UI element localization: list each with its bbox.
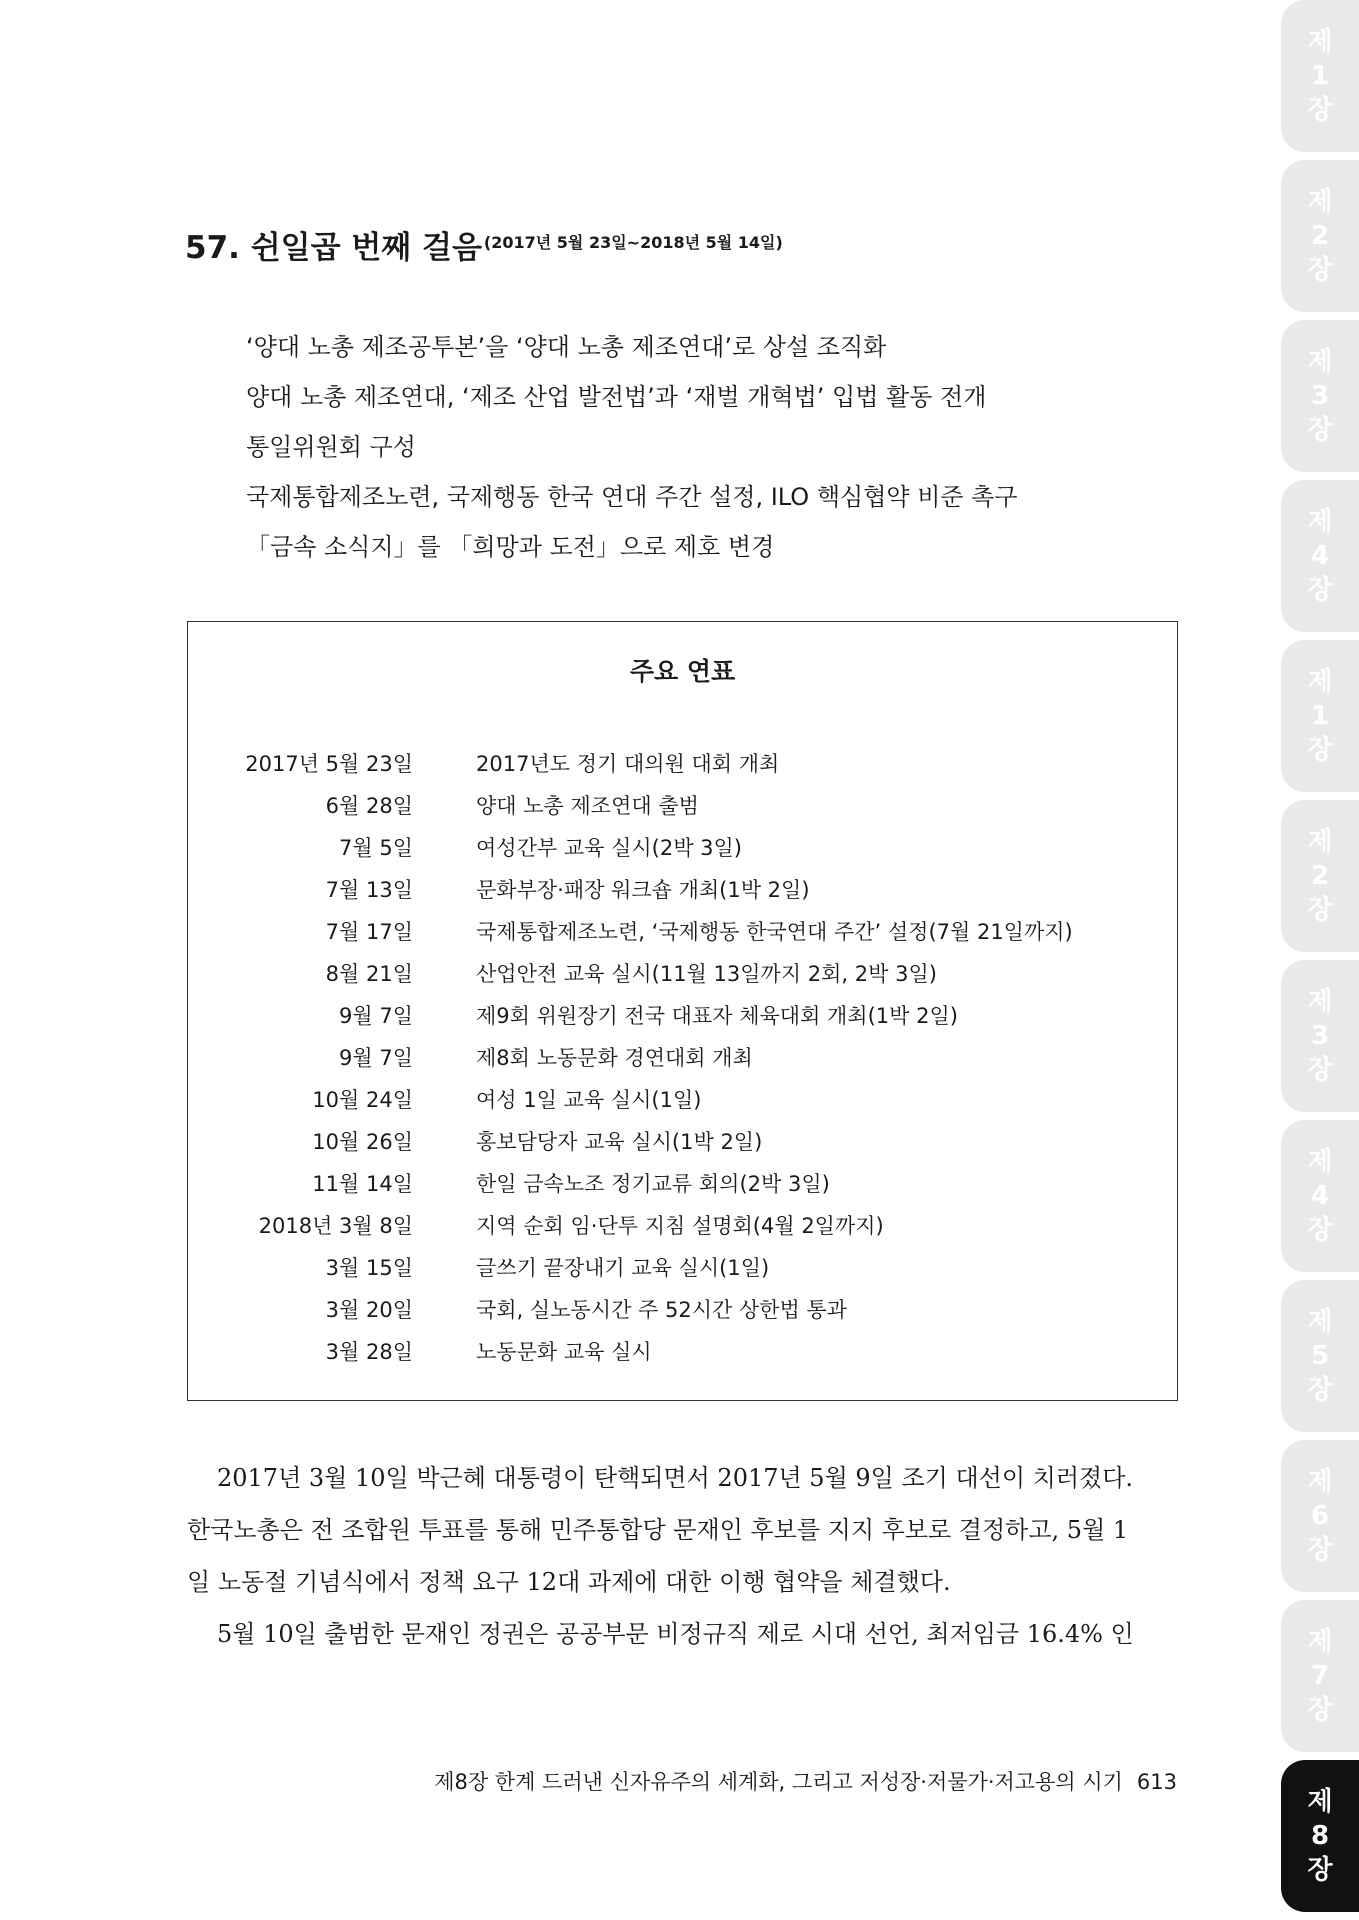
tab-text: 장 [1307, 255, 1333, 285]
tab-text: 제 [1307, 987, 1333, 1017]
tab-text: 2 [1310, 861, 1330, 891]
tab-text: 7 [1310, 1661, 1330, 1691]
tab-text: 5 [1310, 1341, 1330, 1371]
timeline-event: 제9회 위원장기 전국 대표자 체육대회 개최(1박 2일) [476, 1004, 958, 1028]
timeline-row [188, 742, 1177, 784]
section-title-text: 57. 쉰일곱 번째 걸음 [185, 230, 482, 266]
timeline-date: 7월 17일 [325, 920, 413, 944]
timeline-row [188, 994, 1177, 1036]
timeline-row [188, 1330, 1177, 1372]
summary-line: 국제통합제조노련, 국제행동 한국 연대 주간 설정, ILO 핵심협약 비준 촉구 [246, 483, 1018, 511]
summary-list [246, 322, 1018, 572]
timeline-row [188, 1288, 1177, 1330]
timeline-date: 7월 13일 [325, 878, 413, 902]
tab-text: 6 [1310, 1501, 1330, 1531]
tab-text: 3 [1310, 381, 1330, 411]
timeline-date: 3월 20일 [325, 1298, 413, 1322]
chapter-tab-3[interactable] [1281, 320, 1359, 472]
timeline-row [188, 1036, 1177, 1078]
timeline-row [188, 1120, 1177, 1162]
body-line: 한국노총은 전 조합원 투표를 통해 민주통합당 문재인 후보를 지지 후보로 결정하고, 5월 1 [187, 1516, 1129, 1544]
timeline-row [188, 1078, 1177, 1120]
chapter-tab-4[interactable] [1281, 480, 1359, 632]
tab-text: 제 [1307, 1307, 1333, 1337]
section-title [185, 222, 783, 267]
page-footer [434, 1766, 1177, 1796]
summary-line: 「금속 소식지」를 「희망과 도전」으로 제호 변경 [246, 533, 775, 561]
timeline-date: 9월 7일 [339, 1046, 413, 1070]
tab-text: 장 [1307, 415, 1333, 445]
tab-text: 장 [1307, 95, 1333, 125]
body-line: 5월 10일 출범한 문재인 정권은 공공부문 비정규직 제로 시대 선언, 최저임금 16.4% 인 [217, 1620, 1134, 1648]
tab-text: 제 [1307, 1627, 1333, 1657]
timeline-event: 한일 금속노조 정기교류 회의(2박 3일) [476, 1172, 830, 1196]
tab-text: 제 [1307, 1147, 1333, 1177]
chapter-tab-2[interactable] [1281, 160, 1359, 312]
timeline-row [188, 952, 1177, 994]
tab-text: 제 [1307, 667, 1333, 697]
timeline-row [188, 868, 1177, 910]
chapter-tabs [1279, 0, 1359, 1920]
timeline-date: 2018년 3월 8일 [258, 1214, 413, 1238]
timeline-row [188, 1204, 1177, 1246]
tab-text: 제 [1307, 27, 1333, 57]
tab-text: 8 [1310, 1821, 1330, 1851]
timeline-row [188, 1162, 1177, 1204]
tab-text: 장 [1307, 1695, 1333, 1725]
timeline-date: 8월 21일 [325, 962, 413, 986]
timeline-event: 국제통합제조노련, ‘국제행동 한국연대 주간’ 설정(7월 21일까지) [476, 920, 1073, 944]
timeline-event: 산업안전 교육 실시(11월 13일까지 2회, 2박 3일) [476, 962, 937, 986]
tab-text: 장 [1307, 1375, 1333, 1405]
tab-text: 4 [1310, 541, 1330, 571]
timeline-event: 홍보담당자 교육 실시(1박 2일) [476, 1130, 763, 1154]
timeline-event: 국회, 실노동시간 주 52시간 상한법 통과 [476, 1298, 848, 1322]
timeline-date: 10월 26일 [312, 1130, 413, 1154]
timeline-date: 11월 14일 [312, 1172, 413, 1196]
timeline-event: 노동문화 교육 실시 [476, 1340, 652, 1364]
timeline-event: 2017년도 정기 대의원 대회 개최 [476, 752, 780, 776]
tab-text: 장 [1307, 895, 1333, 925]
timeline-date: 6월 28일 [325, 794, 413, 818]
tab-text: 2 [1310, 221, 1330, 251]
tab-text: 제 [1307, 507, 1333, 537]
timeline-title: 주요 연표 [629, 657, 736, 686]
timeline-rows [188, 742, 1177, 1372]
tab-text: 장 [1307, 735, 1333, 765]
timeline-event: 여성 1일 교육 실시(1일) [476, 1088, 702, 1112]
chapter-tab-8-active[interactable] [1281, 1760, 1359, 1912]
timeline-date: 3월 28일 [325, 1340, 413, 1364]
tab-text: 장 [1307, 1055, 1333, 1085]
summary-line: 양대 노총 제조연대, ‘제조 산업 발전법’과 ‘재벌 개혁법’ 입법 활동 전개 [246, 383, 987, 411]
tab-text: 4 [1310, 1181, 1330, 1211]
section-date-range: (2017년 5월 23일~2018년 5월 14일) [483, 233, 783, 252]
summary-line: 통일위원회 구성 [246, 433, 416, 461]
tab-text: 제 [1307, 1787, 1333, 1817]
tab-text: 3 [1310, 1021, 1330, 1051]
chapter-tab-4b[interactable] [1281, 1120, 1359, 1272]
chapter-tab-7[interactable] [1281, 1600, 1359, 1752]
timeline-date: 10월 24일 [312, 1088, 413, 1112]
timeline-row [188, 784, 1177, 826]
timeline-event: 글쓰기 끝장내기 교육 실시(1일) [476, 1256, 770, 1280]
tab-text: 장 [1307, 1215, 1333, 1245]
body-text [187, 1452, 1178, 1660]
timeline-box [187, 621, 1178, 1401]
timeline-row [188, 1246, 1177, 1288]
tab-text: 1 [1310, 61, 1330, 91]
page-number: 613 [1136, 1770, 1177, 1794]
chapter-tab-3b[interactable] [1281, 960, 1359, 1112]
timeline-row [188, 910, 1177, 952]
tab-text: 장 [1307, 1535, 1333, 1565]
tab-text: 제 [1307, 827, 1333, 857]
chapter-tab-6[interactable] [1281, 1440, 1359, 1592]
chapter-tab-1[interactable] [1281, 0, 1359, 152]
timeline-date: 3월 15일 [325, 1256, 413, 1280]
chapter-tab-1b[interactable] [1281, 640, 1359, 792]
timeline-row [188, 826, 1177, 868]
timeline-event: 양대 노총 제조연대 출범 [476, 794, 699, 818]
tab-text: 제 [1307, 187, 1333, 217]
running-title: 제8장 한계 드러낸 신자유주의 세계화, 그리고 저성장·저물가·저고용의 시기 [434, 1770, 1123, 1794]
timeline-event: 지역 순회 임·단투 지침 설명회(4월 2일까지) [476, 1214, 884, 1238]
chapter-tab-5[interactable] [1281, 1280, 1359, 1432]
tab-text: 제 [1307, 347, 1333, 377]
tab-text: 제 [1307, 1467, 1333, 1497]
timeline-event: 문화부장·패장 워크숍 개최(1박 2일) [476, 878, 810, 902]
timeline-date: 7월 5일 [339, 836, 413, 860]
timeline-date: 2017년 5월 23일 [245, 752, 413, 776]
timeline-event: 여성간부 교육 실시(2박 3일) [476, 836, 742, 860]
body-line: 2017년 3월 10일 박근혜 대통령이 탄핵되면서 2017년 5월 9일 조기 대선이 치러졌다. [217, 1464, 1134, 1492]
chapter-tab-2b[interactable] [1281, 800, 1359, 952]
body-line: 일 노동절 기념식에서 정책 요구 12대 과제에 대한 이행 협약을 체결했다. [187, 1568, 951, 1596]
summary-line: ‘양대 노총 제조공투본’을 ‘양대 노총 제조연대’로 상설 조직화 [246, 333, 887, 361]
tab-text: 1 [1310, 701, 1330, 731]
timeline-date: 9월 7일 [339, 1004, 413, 1028]
timeline-event: 제8회 노동문화 경연대회 개최 [476, 1046, 753, 1070]
tab-text: 장 [1307, 1855, 1333, 1885]
tab-text: 장 [1307, 575, 1333, 605]
